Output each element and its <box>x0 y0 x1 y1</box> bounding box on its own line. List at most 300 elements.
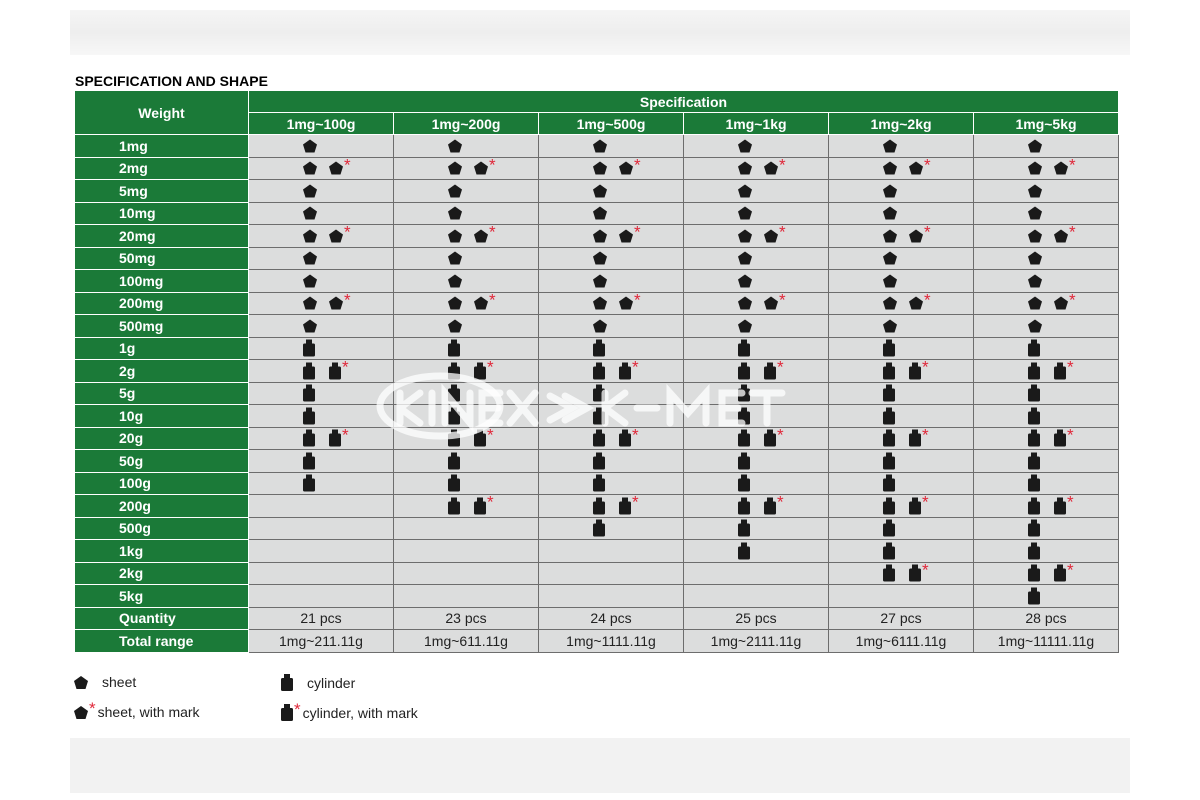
quantity-label: Quantity <box>75 607 249 630</box>
spec-column-header: 1mg~200g <box>394 113 539 135</box>
sheet-icon <box>1028 319 1042 332</box>
weight-label: 50g <box>75 450 249 473</box>
cylinder-marked-icon <box>474 425 494 447</box>
table-cell <box>539 222 684 248</box>
sheet-icon <box>883 139 897 152</box>
weight-label: 200g <box>75 495 249 518</box>
sheet-icon <box>303 139 317 152</box>
table-cell <box>974 202 1119 225</box>
spec-column-header: 1mg~100g <box>249 113 394 135</box>
sheet-icon <box>738 297 752 310</box>
sheet-icon <box>883 297 897 310</box>
table-cell <box>539 292 684 315</box>
cylinder-icon <box>303 340 315 357</box>
red-mark-icon: * <box>1067 492 1074 512</box>
red-mark-icon: * <box>632 492 639 512</box>
table-cell <box>539 270 684 293</box>
table-cell <box>829 247 974 270</box>
cylinder-marked-icon <box>1054 560 1074 582</box>
table-row <box>75 585 1119 608</box>
red-mark-icon: * <box>777 425 784 445</box>
red-mark-icon: * <box>922 425 929 445</box>
red-mark-icon: * <box>777 357 784 377</box>
cylinder-icon <box>738 520 750 537</box>
table-cell <box>684 337 829 360</box>
quantity-value: 24 pcs <box>539 607 684 630</box>
table-cell <box>829 315 974 338</box>
table-row <box>75 337 1119 360</box>
table-cell <box>249 472 394 495</box>
table-cell <box>829 270 974 293</box>
sheet-marked-icon <box>619 222 641 242</box>
table-row <box>75 180 1119 203</box>
table-cell <box>394 337 539 360</box>
table-row <box>75 225 1119 248</box>
table-cell <box>829 337 974 360</box>
cylinder-icon <box>738 542 750 559</box>
weight-label: 50mg <box>75 247 249 270</box>
legend-sheet-mark-label: sheet, with mark <box>97 704 200 720</box>
red-mark-icon: * <box>489 290 496 310</box>
table-cell <box>829 472 974 495</box>
table-cell <box>974 222 1119 248</box>
cylinder-icon <box>1028 430 1040 447</box>
table-cell <box>974 517 1119 540</box>
table-cell <box>394 540 539 563</box>
table-cell <box>394 450 539 473</box>
table-row <box>75 135 1119 158</box>
sheet-icon <box>738 319 752 332</box>
red-mark-icon: * <box>1069 290 1076 310</box>
table-cell <box>974 427 1119 450</box>
table-cell <box>539 202 684 225</box>
table-cell <box>394 517 539 540</box>
table-cell <box>974 292 1119 315</box>
red-mark-icon: * <box>1067 357 1074 377</box>
red-mark-icon: * <box>487 357 494 377</box>
cylinder-icon <box>303 385 315 402</box>
sheet-marked-icon <box>329 222 351 242</box>
sheet-icon <box>448 319 462 332</box>
table-cell <box>974 357 1119 383</box>
sheet-icon <box>883 184 897 197</box>
red-mark-icon: * <box>632 357 639 377</box>
red-mark-icon: * <box>777 492 784 512</box>
sheet-marked-icon <box>474 222 496 242</box>
cylinder-marked-icon <box>764 357 784 379</box>
sheet-icon <box>738 274 752 287</box>
red-mark-icon: * <box>779 222 786 242</box>
sheet-icon <box>1028 252 1042 265</box>
sheet-icon <box>448 252 462 265</box>
weight-label: 100g <box>75 472 249 495</box>
red-mark-icon: * <box>1069 222 1076 242</box>
spec-column-header: 1mg~500g <box>539 113 684 135</box>
table-cell <box>249 202 394 225</box>
legend-sheet-label: sheet <box>102 674 137 690</box>
table-cell <box>684 405 829 428</box>
legend-cylinder <box>281 674 355 691</box>
cylinder-icon <box>883 475 895 492</box>
specification-table <box>74 90 1119 653</box>
cylinder-icon <box>1028 452 1040 469</box>
red-mark-icon: * <box>1069 155 1076 175</box>
red-mark-icon: * <box>922 560 929 580</box>
table-cell <box>684 472 829 495</box>
sheet-icon <box>448 274 462 287</box>
table-cell <box>974 492 1119 518</box>
total-range-value: 1mg~6111.11g <box>829 630 974 653</box>
cylinder-icon <box>448 407 460 424</box>
sheet-icon <box>1028 207 1042 220</box>
table-cell <box>249 180 394 203</box>
table-cell <box>829 157 974 180</box>
cylinder-marked-icon <box>909 425 929 447</box>
total-range-value: 1mg~11111.11g <box>974 630 1119 653</box>
table-cell <box>829 427 974 450</box>
weight-label: 5g <box>75 382 249 405</box>
sheet-icon <box>883 319 897 332</box>
table-cell <box>974 180 1119 203</box>
sheet-icon <box>448 184 462 197</box>
table-row <box>75 157 1119 180</box>
cylinder-icon <box>738 430 750 447</box>
weight-label: 2mg <box>75 157 249 180</box>
legend-sheet <box>74 674 136 690</box>
quantity-value: 23 pcs <box>394 607 539 630</box>
table-cell <box>539 405 684 428</box>
table-cell <box>249 495 394 518</box>
table-cell <box>249 427 394 450</box>
cylinder-icon <box>883 407 895 424</box>
table-cell <box>249 315 394 338</box>
weight-label: 5mg <box>75 180 249 203</box>
table-cell <box>249 585 394 608</box>
sheet-marked-icon <box>909 222 931 242</box>
cylinder-icon <box>738 340 750 357</box>
cylinder-icon <box>1028 497 1040 514</box>
cylinder-icon <box>1028 475 1040 492</box>
table-cell <box>539 180 684 203</box>
weight-label: 1g <box>75 337 249 360</box>
sheet-icon <box>738 162 752 175</box>
cylinder-icon <box>303 362 315 379</box>
cylinder-icon <box>738 497 750 514</box>
cylinder-icon <box>1028 587 1040 604</box>
table-cell <box>974 472 1119 495</box>
cylinder-icon <box>448 452 460 469</box>
table-cell <box>829 450 974 473</box>
sheet-icon <box>303 252 317 265</box>
cylinder-marked-icon <box>764 492 784 514</box>
sheet-icon <box>593 274 607 287</box>
table-row <box>75 292 1119 315</box>
sheet-icon <box>593 297 607 310</box>
table-cell <box>684 562 829 585</box>
table-row <box>75 247 1119 270</box>
sheet-icon <box>303 184 317 197</box>
table-cell <box>684 540 829 563</box>
table-cell <box>249 337 394 360</box>
cylinder-marked-icon <box>909 357 929 379</box>
spec-column-header: 1mg~5kg <box>974 113 1119 135</box>
cylinder-icon <box>738 475 750 492</box>
cylinder-marked-icon <box>619 492 639 514</box>
table-cell <box>539 562 684 585</box>
cylinder-marked-icon <box>619 357 639 379</box>
cylinder-icon <box>593 475 605 492</box>
cylinder-icon <box>303 407 315 424</box>
red-mark-icon: * <box>632 425 639 445</box>
table-cell <box>394 157 539 180</box>
table-cell <box>539 585 684 608</box>
sheet-icon <box>1028 162 1042 175</box>
cylinder-icon <box>303 452 315 469</box>
sheet-icon <box>1028 139 1042 152</box>
sheet-marked-icon <box>619 290 641 310</box>
table-cell <box>684 315 829 338</box>
cylinder-icon <box>593 340 605 357</box>
table-cell <box>829 180 974 203</box>
table-row <box>75 517 1119 540</box>
legend-cylinder-mark <box>281 699 418 721</box>
sheet-marked-icon <box>764 290 786 310</box>
weight-label: 100mg <box>75 270 249 293</box>
red-mark-icon: * <box>922 492 929 512</box>
table-cell <box>539 472 684 495</box>
red-mark-icon: * <box>489 155 496 175</box>
table-row <box>75 270 1119 293</box>
table-cell <box>539 382 684 405</box>
weight-label: 500mg <box>75 315 249 338</box>
table-cell <box>974 382 1119 405</box>
table-cell <box>394 292 539 315</box>
table-cell <box>249 517 394 540</box>
cylinder-icon <box>303 475 315 492</box>
sheet-icon <box>883 229 897 242</box>
table-cell <box>394 247 539 270</box>
sheet-marked-icon <box>1054 155 1076 175</box>
cylinder-icon <box>738 407 750 424</box>
table-cell <box>684 382 829 405</box>
cylinder-marked-icon <box>329 425 349 447</box>
table-cell <box>394 427 539 450</box>
cylinder-marked-icon <box>1054 357 1074 379</box>
table-cell <box>829 135 974 158</box>
sheet-marked-icon <box>909 155 931 175</box>
table-cell <box>829 562 974 585</box>
red-mark-icon: * <box>487 492 494 512</box>
sheet-marked-icon <box>619 155 641 175</box>
red-mark-icon: * <box>1067 560 1074 580</box>
weight-label: 2kg <box>75 562 249 585</box>
sheet-marked-icon <box>764 155 786 175</box>
cylinder-icon <box>593 407 605 424</box>
weight-label: 20mg <box>75 225 249 248</box>
sheet-icon <box>303 297 317 310</box>
sheet-icon <box>593 184 607 197</box>
sheet-icon <box>303 274 317 287</box>
footer-background-band <box>70 738 1130 793</box>
table-cell <box>249 270 394 293</box>
table-cell <box>249 247 394 270</box>
red-mark-icon: * <box>634 222 641 242</box>
table-cell <box>394 357 539 383</box>
table-cell <box>684 270 829 293</box>
cylinder-icon <box>593 430 605 447</box>
cylinder-marked-icon <box>1054 492 1074 514</box>
cylinder-icon <box>593 362 605 379</box>
red-mark-icon: * <box>344 222 351 242</box>
quantity-value: 21 pcs <box>249 607 394 630</box>
table-cell <box>394 202 539 225</box>
table-row <box>75 360 1119 383</box>
table-cell <box>249 450 394 473</box>
table-cell <box>539 450 684 473</box>
table-row <box>75 450 1119 473</box>
table-cell <box>684 357 829 383</box>
legend-cylinder-label: cylinder <box>307 674 356 691</box>
table-cell <box>249 135 394 158</box>
red-mark-icon: * <box>924 155 931 175</box>
table-cell <box>684 492 829 518</box>
table-cell <box>394 585 539 608</box>
table-cell <box>974 337 1119 360</box>
table-cell <box>829 492 974 518</box>
sheet-icon <box>303 319 317 332</box>
table-cell <box>974 562 1119 585</box>
table-cell <box>539 492 684 518</box>
table-cell <box>974 540 1119 563</box>
table-cell <box>974 405 1119 428</box>
table-cell <box>539 517 684 540</box>
table-cell <box>249 157 394 180</box>
table-cell <box>974 135 1119 158</box>
table-cell <box>829 292 974 315</box>
red-mark-icon: * <box>89 699 96 718</box>
table-cell <box>684 292 829 315</box>
sheet-marked-icon <box>909 290 931 310</box>
cylinder-icon <box>593 452 605 469</box>
cylinder-icon <box>883 497 895 514</box>
sheet-marked-icon <box>74 699 96 719</box>
sheet-icon <box>738 229 752 242</box>
sheet-icon <box>448 162 462 175</box>
red-mark-icon: * <box>344 290 351 310</box>
cylinder-marked-icon <box>474 357 494 379</box>
cylinder-icon <box>738 452 750 469</box>
cylinder-icon <box>883 452 895 469</box>
red-mark-icon: * <box>294 699 301 719</box>
total-range-value: 1mg~211.11g <box>249 630 394 653</box>
red-mark-icon: * <box>924 222 931 242</box>
cylinder-icon <box>738 385 750 402</box>
weight-header: Weight <box>75 91 249 135</box>
table-cell <box>684 450 829 473</box>
quantity-value: 25 pcs <box>684 607 829 630</box>
red-mark-icon: * <box>634 155 641 175</box>
cylinder-marked-icon <box>909 560 929 582</box>
cylinder-marked-icon <box>764 425 784 447</box>
table-row <box>75 315 1119 338</box>
cylinder-icon <box>738 362 750 379</box>
cylinder-icon <box>448 340 460 357</box>
spec-column-header: 1mg~1kg <box>684 113 829 135</box>
red-mark-icon: * <box>779 155 786 175</box>
cylinder-icon <box>448 430 460 447</box>
specification-header: Specification <box>249 91 1119 113</box>
sheet-icon <box>448 207 462 220</box>
table-cell <box>249 405 394 428</box>
total-range-value: 1mg~611.11g <box>394 630 539 653</box>
red-mark-icon: * <box>924 290 931 310</box>
table-cell <box>539 247 684 270</box>
table-cell <box>539 357 684 383</box>
sheet-icon <box>1028 274 1042 287</box>
table-cell <box>539 427 684 450</box>
table-cell <box>394 492 539 518</box>
cylinder-icon <box>448 497 460 514</box>
sheet-icon <box>738 184 752 197</box>
page-title: SPECIFICATION AND SHAPE <box>75 73 268 89</box>
table-cell <box>829 222 974 248</box>
red-mark-icon: * <box>779 290 786 310</box>
table-cell <box>249 357 394 383</box>
cylinder-marked-icon <box>1054 425 1074 447</box>
sheet-marked-icon <box>1054 222 1076 242</box>
cylinder-marked-icon <box>909 492 929 514</box>
table-cell <box>684 180 829 203</box>
cylinder-icon <box>1028 385 1040 402</box>
table-cell <box>394 382 539 405</box>
table-cell <box>829 202 974 225</box>
cylinder-icon <box>883 520 895 537</box>
sheet-icon <box>593 207 607 220</box>
sheet-icon <box>1028 229 1042 242</box>
cylinder-icon <box>883 385 895 402</box>
table-cell <box>684 222 829 248</box>
sheet-icon <box>593 319 607 332</box>
table-cell <box>539 157 684 180</box>
cylinder-marked-icon <box>474 492 494 514</box>
cylinder-marked-icon <box>281 699 301 721</box>
red-mark-icon: * <box>342 425 349 445</box>
cylinder-icon <box>303 430 315 447</box>
table-cell <box>829 382 974 405</box>
quantity-value: 27 pcs <box>829 607 974 630</box>
sheet-icon <box>593 139 607 152</box>
sheet-marked-icon <box>329 155 351 175</box>
cylinder-marked-icon <box>329 357 349 379</box>
cylinder-icon <box>448 385 460 402</box>
sheet-icon <box>1028 184 1042 197</box>
red-mark-icon: * <box>922 357 929 377</box>
cylinder-icon <box>448 475 460 492</box>
sheet-icon <box>448 229 462 242</box>
red-mark-icon: * <box>634 290 641 310</box>
sheet-icon <box>593 229 607 242</box>
sheet-icon <box>448 139 462 152</box>
cylinder-icon <box>883 340 895 357</box>
weight-label: 500g <box>75 517 249 540</box>
table-row <box>75 405 1119 428</box>
total-range-value: 1mg~1111.11g <box>539 630 684 653</box>
weight-label: 1kg <box>75 540 249 563</box>
sheet-icon <box>883 162 897 175</box>
header-background-band <box>70 10 1130 55</box>
cylinder-icon <box>593 497 605 514</box>
sheet-icon <box>738 139 752 152</box>
